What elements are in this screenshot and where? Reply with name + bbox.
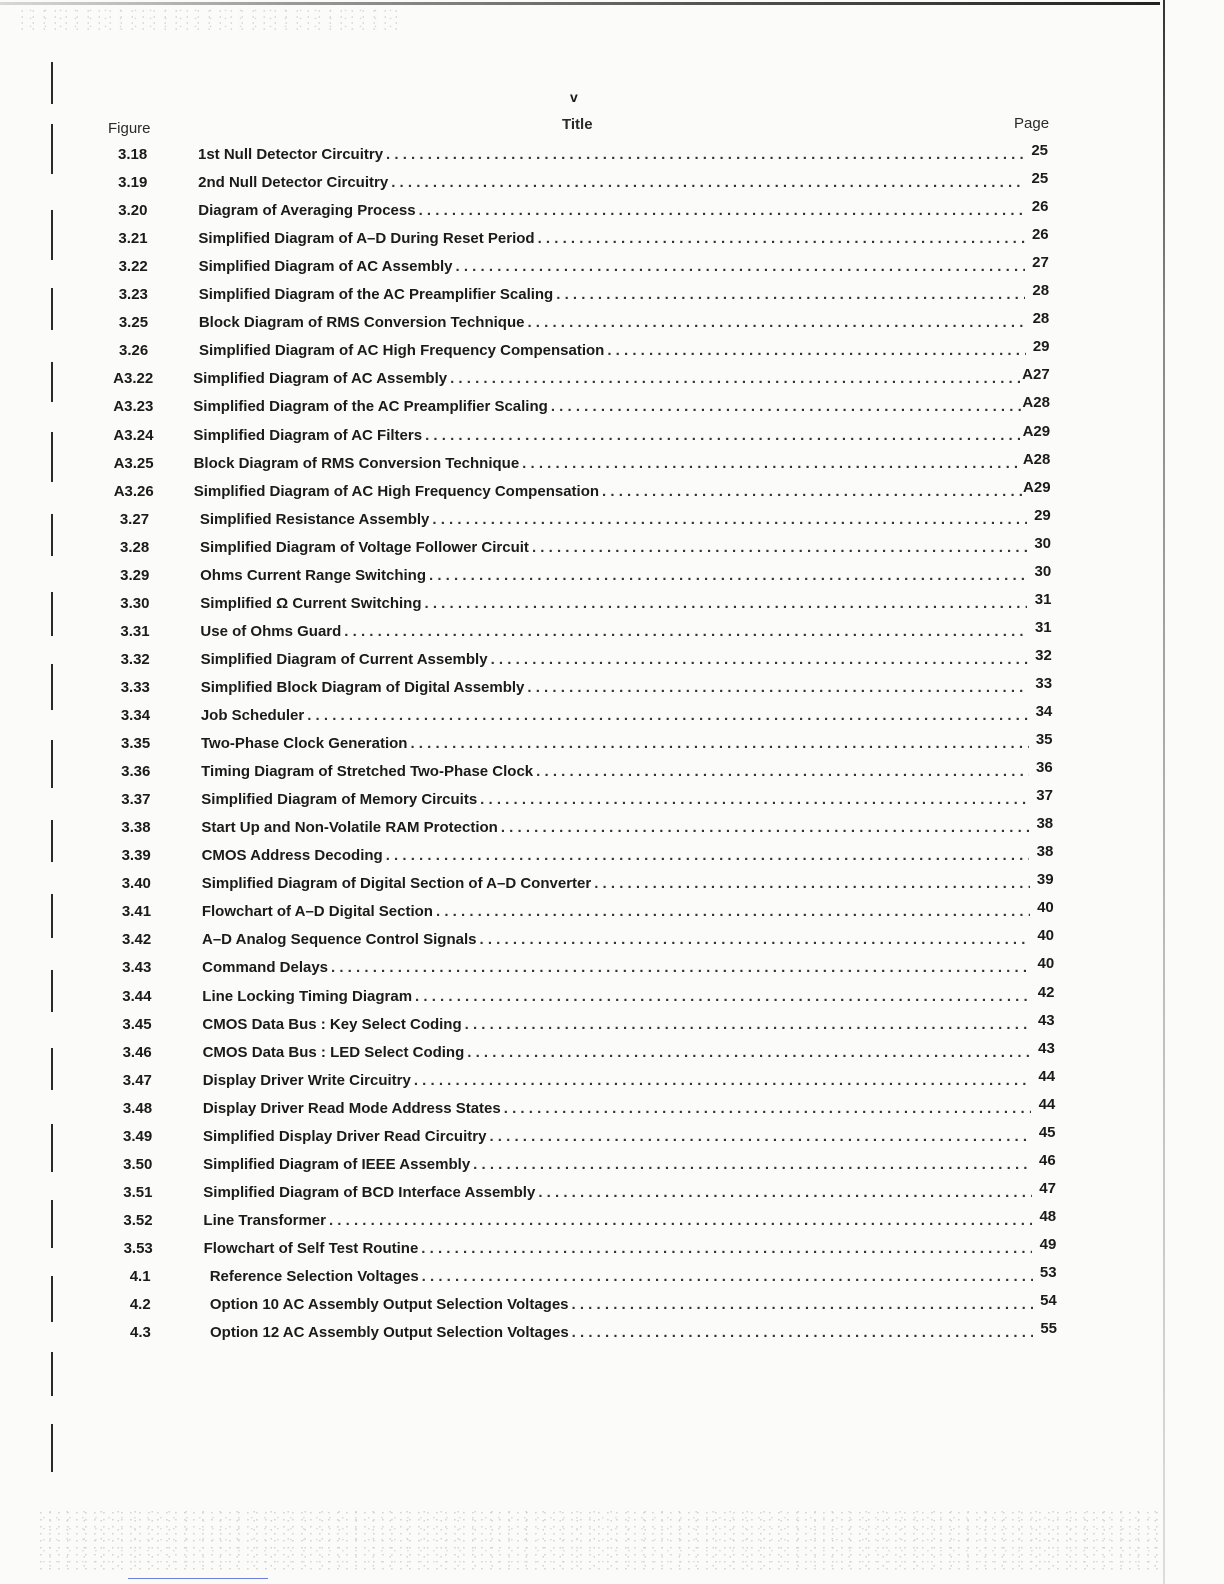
page-reference: A28 bbox=[1022, 394, 1050, 412]
figure-number: A3.23 bbox=[113, 398, 154, 416]
figure-title: Simplified Diagram of AC High Frequency Compensation bbox=[199, 342, 605, 360]
dot-leader bbox=[456, 258, 1025, 275]
dot-leader bbox=[556, 286, 1025, 303]
page-reference: A29 bbox=[1022, 422, 1051, 440]
figure-title: Diagram of Averaging Process bbox=[198, 202, 416, 220]
page-reference: 44 bbox=[1038, 1067, 1056, 1085]
page-reference: 31 bbox=[1034, 590, 1052, 608]
figure-title: Job Scheduler bbox=[200, 707, 305, 724]
dot-leader bbox=[421, 1240, 1032, 1257]
list-item bbox=[117, 1151, 1056, 1178]
dot-leader bbox=[572, 1296, 1033, 1313]
dot-leader bbox=[465, 1016, 1031, 1033]
list-item bbox=[117, 1179, 1056, 1206]
list-item bbox=[113, 366, 1050, 392]
list-item bbox=[117, 1207, 1057, 1234]
list-item bbox=[113, 450, 1051, 477]
dot-leader bbox=[425, 595, 1028, 612]
page-reference: 29 bbox=[1034, 506, 1051, 524]
page-reference: 32 bbox=[1035, 646, 1052, 664]
figure-title: Start Up and Non-Volatile RAM Protection bbox=[201, 819, 498, 837]
title-column-header: Title bbox=[562, 116, 593, 133]
page-reference: 49 bbox=[1039, 1235, 1057, 1253]
figure-number: 3.26 bbox=[119, 342, 149, 360]
list-item bbox=[116, 899, 1054, 925]
figure-number: 3.50 bbox=[123, 1155, 153, 1173]
list-item bbox=[115, 703, 1053, 729]
page-reference: 28 bbox=[1032, 282, 1050, 300]
page-reference: 25 bbox=[1031, 142, 1048, 159]
dot-leader bbox=[572, 1324, 1033, 1341]
figure-number: 3.52 bbox=[123, 1211, 153, 1229]
figure-title: CMOS Data Bus : LED Select Coding bbox=[202, 1043, 465, 1061]
figure-title: A–D Analog Sequence Control Signals bbox=[202, 931, 477, 949]
page-reference: 27 bbox=[1032, 254, 1049, 272]
figure-number: 3.27 bbox=[119, 510, 150, 528]
figure-title: Line Transformer bbox=[203, 1211, 326, 1229]
page-reference: A27 bbox=[1022, 366, 1050, 384]
dot-leader bbox=[522, 455, 1023, 472]
figure-title: Two-Phase Clock Generation bbox=[201, 735, 408, 753]
page-reference: 35 bbox=[1035, 731, 1053, 749]
figure-number: 3.21 bbox=[118, 230, 148, 248]
dot-leader bbox=[422, 1268, 1033, 1285]
dot-leader bbox=[429, 567, 1027, 584]
figure-title: Simplified Diagram of the AC Preamplifier Scaling bbox=[198, 286, 554, 304]
figure-title: Simplified Diagram of Memory Circuits bbox=[201, 791, 478, 809]
figure-title: Simplified Diagram of AC Assembly bbox=[198, 258, 453, 276]
page-reference: 47 bbox=[1039, 1179, 1056, 1197]
dot-leader bbox=[436, 903, 1030, 920]
dot-leader bbox=[425, 427, 1023, 444]
list-item bbox=[114, 618, 1052, 645]
list-item bbox=[112, 198, 1049, 224]
dot-leader bbox=[551, 398, 1023, 415]
dot-leader bbox=[450, 370, 1022, 387]
dot-leader bbox=[602, 483, 1023, 500]
page-reference: 43 bbox=[1038, 1039, 1055, 1057]
dot-leader bbox=[538, 1184, 1032, 1201]
figure-title: Simplified Diagram of A–D During Reset Period bbox=[198, 230, 535, 248]
list-item bbox=[116, 1011, 1055, 1038]
figure-number: 3.23 bbox=[118, 286, 148, 304]
figure-number: 3.33 bbox=[120, 678, 150, 696]
figure-title: Timing Diagram of Stretched Two-Phase Clock bbox=[201, 763, 534, 781]
figure-number: 3.30 bbox=[120, 594, 150, 612]
list-item bbox=[113, 254, 1049, 280]
list-item bbox=[114, 562, 1052, 589]
page-reference: 38 bbox=[1036, 843, 1054, 861]
figure-title: Display Driver Write Circuitry bbox=[202, 1071, 411, 1089]
page-reference: 53 bbox=[1039, 1264, 1057, 1281]
dot-leader bbox=[467, 1044, 1031, 1061]
figure-number: 3.37 bbox=[121, 791, 151, 809]
figure-number: 3.41 bbox=[121, 903, 152, 921]
dot-leader bbox=[527, 679, 1028, 696]
list-item bbox=[118, 1264, 1057, 1290]
figure-number: A3.22 bbox=[113, 370, 154, 388]
dot-leader bbox=[527, 314, 1025, 331]
list-item bbox=[114, 534, 1051, 561]
figure-number: 3.19 bbox=[118, 174, 148, 192]
page-reference: 29 bbox=[1032, 338, 1050, 356]
list-item bbox=[118, 1292, 1057, 1318]
figure-column-header: Figure bbox=[108, 120, 151, 137]
list-item bbox=[113, 310, 1050, 336]
list-item bbox=[114, 506, 1051, 533]
dot-leader bbox=[419, 202, 1025, 219]
dot-leader bbox=[473, 1156, 1032, 1173]
figure-title: Simplified Diagram of BCD Interface Assembly bbox=[203, 1183, 536, 1201]
page-reference: 25 bbox=[1031, 170, 1049, 188]
figure-number: 3.35 bbox=[121, 735, 151, 753]
figure-title: Simplified Resistance Assembly bbox=[199, 510, 430, 528]
list-item bbox=[116, 927, 1054, 953]
dot-leader bbox=[331, 959, 1030, 976]
figure-title: Simplified Display Driver Read Circuitry bbox=[203, 1127, 487, 1145]
figure-title: Simplified Diagram of AC Assembly bbox=[193, 370, 448, 388]
figure-number: 3.42 bbox=[122, 931, 152, 949]
figure-title: Simplified Block Diagram of Digital Assembly bbox=[200, 678, 525, 696]
figure-title: CMOS Address Decoding bbox=[201, 847, 383, 865]
figure-title: Simplified Diagram of Current Assembly bbox=[200, 650, 488, 668]
scan-artifact-line bbox=[128, 1578, 268, 1579]
figure-number: 3.40 bbox=[121, 875, 151, 893]
figure-number: A3.24 bbox=[113, 426, 154, 444]
figure-number: 3.45 bbox=[122, 1015, 152, 1033]
figure-number: 3.20 bbox=[118, 202, 148, 220]
list-item bbox=[112, 170, 1049, 196]
page-reference: A29 bbox=[1023, 478, 1051, 496]
list-item bbox=[113, 422, 1051, 449]
page-reference: 30 bbox=[1034, 534, 1051, 552]
dot-leader bbox=[538, 230, 1025, 247]
list-item bbox=[113, 282, 1050, 308]
figure-title: Option 10 AC Assembly Output Selection Voltages bbox=[209, 1296, 569, 1314]
figure-number: 3.44 bbox=[122, 987, 152, 1005]
list-item bbox=[115, 646, 1052, 673]
figure-title: CMOS Data Bus : Key Select Coding bbox=[202, 1015, 462, 1033]
list-item bbox=[117, 1095, 1056, 1122]
figure-number: 3.51 bbox=[123, 1183, 153, 1201]
page-reference: 40 bbox=[1037, 927, 1054, 945]
list-item bbox=[116, 955, 1055, 981]
dot-leader bbox=[480, 791, 1029, 808]
list-item bbox=[113, 338, 1050, 364]
figure-title: Block Diagram of RMS Conversion Technique bbox=[198, 314, 525, 332]
page-reference: 33 bbox=[1035, 674, 1053, 692]
figure-title: Simplified Diagram of IEEE Assembly bbox=[203, 1155, 471, 1173]
figure-title: Flowchart of A–D Digital Section bbox=[201, 903, 433, 921]
figure-title: Simplified Diagram of AC Filters bbox=[193, 426, 423, 444]
list-item bbox=[113, 478, 1051, 505]
page-reference: 38 bbox=[1036, 815, 1054, 833]
dot-leader bbox=[415, 988, 1030, 1005]
figure-title: Simplified Diagram of AC High Frequency Compensation bbox=[193, 482, 600, 500]
figure-title: Line Locking Timing Diagram bbox=[202, 987, 413, 1005]
figure-number: A3.26 bbox=[113, 482, 154, 500]
figure-number: A3.25 bbox=[113, 454, 154, 472]
dot-leader bbox=[307, 707, 1028, 724]
figure-number: 3.43 bbox=[122, 959, 152, 977]
scan-noise-bottom bbox=[40, 1510, 1160, 1570]
dot-leader bbox=[414, 1072, 1031, 1089]
figure-number: 3.39 bbox=[121, 847, 151, 865]
page-reference: 26 bbox=[1031, 198, 1049, 216]
dot-leader bbox=[386, 146, 1024, 163]
page-reference: 45 bbox=[1038, 1123, 1056, 1141]
figure-title: Flowchart of Self Test Routine bbox=[203, 1239, 419, 1257]
figure-number: 3.25 bbox=[118, 314, 149, 332]
figure-title: Reference Selection Voltages bbox=[209, 1268, 419, 1285]
page-reference: 40 bbox=[1037, 955, 1055, 973]
figure-title: 1st Null Detector Circuitry bbox=[198, 146, 384, 163]
list-item bbox=[116, 871, 1054, 897]
page-reference: 30 bbox=[1034, 562, 1052, 580]
list-item bbox=[117, 1067, 1056, 1094]
figure-number: 3.32 bbox=[120, 650, 150, 668]
list-item bbox=[115, 787, 1053, 813]
list-item bbox=[116, 843, 1054, 869]
dot-leader bbox=[501, 819, 1029, 836]
list-item bbox=[115, 674, 1053, 701]
figure-number: 3.36 bbox=[121, 763, 151, 781]
figure-number: 3.47 bbox=[122, 1071, 152, 1089]
page-reference: 43 bbox=[1037, 1011, 1055, 1029]
list-item bbox=[112, 142, 1048, 168]
figure-title: Option 12 AC Assembly Output Selection Voltages bbox=[210, 1324, 569, 1342]
figure-number: 3.29 bbox=[120, 566, 150, 584]
page-reference: 31 bbox=[1034, 618, 1052, 636]
figure-number: 3.18 bbox=[118, 146, 148, 163]
dot-leader bbox=[410, 735, 1028, 752]
figure-title: Simplified Ω Current Switching bbox=[200, 594, 422, 612]
page-reference: 39 bbox=[1036, 871, 1054, 889]
page-reference: 46 bbox=[1039, 1151, 1056, 1169]
dot-leader bbox=[489, 1128, 1031, 1145]
dot-leader bbox=[536, 763, 1029, 780]
figure-number: 4.3 bbox=[130, 1324, 151, 1342]
figure-title: 2nd Null Detector Circuitry bbox=[198, 174, 389, 192]
list-item bbox=[117, 1039, 1055, 1066]
figure-title: Command Delays bbox=[202, 959, 329, 977]
figure-number: 3.48 bbox=[122, 1099, 153, 1117]
list-item bbox=[117, 1123, 1056, 1150]
list-item bbox=[116, 983, 1055, 1010]
list-item bbox=[115, 731, 1053, 757]
figure-title: Simplified Diagram of Voltage Follower Circuit bbox=[200, 538, 529, 556]
list-item bbox=[118, 1235, 1057, 1262]
figure-number: 3.49 bbox=[123, 1127, 153, 1145]
list-item bbox=[115, 759, 1053, 785]
figure-title: Display Driver Read Mode Address States bbox=[202, 1099, 501, 1117]
figure-number: 3.34 bbox=[120, 707, 151, 724]
page-reference: 28 bbox=[1032, 310, 1050, 328]
figure-number: 3.22 bbox=[118, 258, 148, 276]
list-item bbox=[118, 1320, 1057, 1346]
dot-leader bbox=[532, 539, 1027, 556]
figure-number: 3.53 bbox=[123, 1239, 153, 1257]
dot-leader bbox=[432, 511, 1026, 528]
figure-title: Ohms Current Range Switching bbox=[200, 566, 426, 584]
dot-leader bbox=[479, 931, 1030, 948]
dot-leader bbox=[491, 651, 1028, 668]
figure-title: Block Diagram of RMS Conversion Technique bbox=[193, 454, 520, 472]
page-reference: A28 bbox=[1022, 450, 1051, 468]
page-reference: 26 bbox=[1031, 226, 1049, 244]
page-reference: 54 bbox=[1040, 1292, 1057, 1310]
dot-leader bbox=[386, 847, 1030, 864]
figure-title: Use of Ohms Guard bbox=[200, 622, 342, 640]
figure-number: 3.28 bbox=[120, 538, 150, 556]
page-reference: 55 bbox=[1040, 1320, 1057, 1338]
page-reference: 40 bbox=[1037, 899, 1054, 917]
list-item bbox=[113, 394, 1050, 420]
dot-leader bbox=[391, 174, 1024, 191]
page-reference: 44 bbox=[1038, 1095, 1056, 1113]
page-reference: 42 bbox=[1037, 983, 1055, 1001]
figure-title: Simplified Diagram of Digital Section of A–D Converter bbox=[201, 875, 592, 893]
page-column-header: Page bbox=[1014, 115, 1050, 132]
figure-number: 4.1 bbox=[129, 1268, 151, 1285]
list-item bbox=[115, 815, 1054, 841]
figure-number: 3.38 bbox=[121, 819, 151, 837]
dot-leader bbox=[504, 1100, 1032, 1117]
dot-leader bbox=[329, 1212, 1032, 1229]
dot-leader bbox=[344, 623, 1027, 640]
dot-leader bbox=[607, 342, 1025, 359]
list-item bbox=[112, 226, 1049, 252]
page-reference: 36 bbox=[1036, 759, 1053, 777]
figure-title: Simplified Diagram of the AC Preamplifier Scaling bbox=[193, 398, 548, 416]
page-number: v bbox=[570, 89, 578, 105]
list-item bbox=[114, 590, 1052, 617]
figure-number: 3.31 bbox=[120, 622, 150, 640]
page-reference: 34 bbox=[1035, 703, 1053, 720]
figure-number: 3.46 bbox=[122, 1043, 152, 1061]
dot-leader bbox=[594, 875, 1029, 892]
page-reference: 48 bbox=[1039, 1207, 1057, 1225]
figure-number: 4.2 bbox=[129, 1296, 151, 1314]
page-reference: 37 bbox=[1036, 787, 1053, 805]
